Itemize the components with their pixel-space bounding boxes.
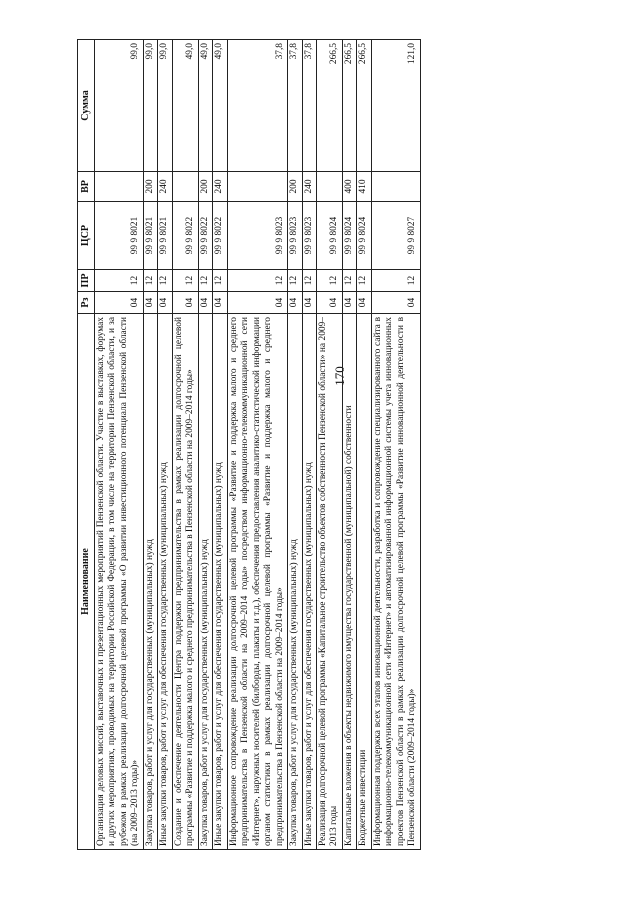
- cell-csr: 99 9 8022: [213, 202, 227, 270]
- cell-vr: 240: [158, 172, 172, 202]
- table-header-row: [78, 40, 95, 850]
- cell-vr: [172, 172, 198, 202]
- cell-name: Информационное сопровождение реализации долгосрочной целевой программы «Развитие и поддержка малого и среднего предпринимательства в Пензенской области на 2009–2014 годы» посредством информационно-телекоммуникационной сети «Интернет», наружных носителей (билборды, плакаты и т.д.), обеспечения предоставления аналитико-статистической информации органом статистики в рамках реализации долгосрочной целевой программы «Развитие и поддержка малого и среднего предпринимательства в Пензенской области на 2009–2014 годы»: [227, 314, 287, 850]
- header-pr: ПР: [78, 270, 95, 292]
- cell-name: Иные закупки товаров, работ и услуг для обеспечения государственных (муниципальных) нужд: [158, 314, 172, 850]
- table-row: [342, 40, 356, 850]
- cell-csr: 99 9 8023: [302, 202, 316, 270]
- cell-pr: 12: [172, 270, 198, 292]
- table-row: [172, 40, 198, 850]
- cell-name: Создание и обеспечение деятельности Центра поддержки предпринимательства в рамках реализации долгосрочной целевой программы «Развитие и поддержка малого и среднего предпринимательства в Пензенской области на 2009–2014 годы»: [172, 314, 198, 850]
- cell-rz: 04: [371, 292, 420, 314]
- header-rz: Рз: [78, 292, 95, 314]
- table-row: [143, 40, 157, 850]
- cell-csr: 99 9 8023: [227, 202, 287, 270]
- cell-rz: 04: [357, 292, 371, 314]
- cell-pr: 12: [213, 270, 227, 292]
- cell-csr: 99 9 8021: [158, 202, 172, 270]
- table-row: [158, 40, 172, 850]
- cell-pr: 12: [95, 270, 144, 292]
- cell-sum: 49,0: [172, 40, 198, 172]
- cell-name: Закупка товаров, работ и услуг для государственных (муниципальных) нужд: [198, 314, 212, 850]
- header-vr: ВР: [78, 172, 95, 202]
- cell-rz: 04: [95, 292, 144, 314]
- cell-csr: 99 9 8024: [357, 202, 371, 270]
- cell-csr: 99 9 8021: [143, 202, 157, 270]
- cell-rz: 04: [198, 292, 212, 314]
- cell-csr: 99 9 8027: [371, 202, 420, 270]
- header-sum: Сумма: [78, 40, 95, 172]
- table-row: [227, 40, 287, 850]
- cell-csr: 99 9 8023: [288, 202, 302, 270]
- cell-csr: 99 9 8024: [342, 202, 356, 270]
- cell-sum: 37,8: [227, 40, 287, 172]
- cell-sum: 49,0: [198, 40, 212, 172]
- table-row: [316, 40, 342, 850]
- cell-name: Реализация долгосрочной целевой программы «Капитальное строительство объектов собственности Пензенской области» на 2009–2013 годы: [316, 314, 342, 850]
- cell-rz: 04: [213, 292, 227, 314]
- table-row: [288, 40, 302, 850]
- cell-vr: 240: [302, 172, 316, 202]
- cell-sum: 49,0: [213, 40, 227, 172]
- cell-pr: 12: [316, 270, 342, 292]
- cell-vr: [371, 172, 420, 202]
- cell-rz: 04: [172, 292, 198, 314]
- cell-rz: 04: [227, 292, 287, 314]
- cell-vr: 410: [357, 172, 371, 202]
- cell-vr: [227, 172, 287, 202]
- cell-pr: 12: [198, 270, 212, 292]
- cell-sum: 99,0: [95, 40, 144, 172]
- cell-pr: 12: [288, 270, 302, 292]
- rotated-page-content: [77, 40, 565, 850]
- cell-sum: 37,8: [302, 40, 316, 172]
- cell-csr: 99 9 8021: [95, 202, 144, 270]
- cell-name: Капитальные вложения в объекты недвижимого имущества государственной (муниципальной) собственности: [342, 314, 356, 850]
- cell-vr: 200: [143, 172, 157, 202]
- cell-rz: 04: [158, 292, 172, 314]
- cell-pr: 12: [371, 270, 420, 292]
- cell-csr: 99 9 8022: [172, 202, 198, 270]
- budget-table: [77, 39, 421, 850]
- cell-vr: 240: [213, 172, 227, 202]
- cell-sum: 121,0: [371, 40, 420, 172]
- cell-rz: 04: [342, 292, 356, 314]
- cell-name: Иные закупки товаров, работ и услуг для обеспечения государственных (муниципальных) нужд: [302, 314, 316, 850]
- page-number: 170: [332, 366, 347, 386]
- cell-name: Иные закупки товаров, работ и услуг для обеспечения государственных (муниципальных) нужд: [213, 314, 227, 850]
- cell-sum: 37,8: [288, 40, 302, 172]
- table-row: [95, 40, 144, 850]
- cell-rz: 04: [288, 292, 302, 314]
- cell-pr: 12: [302, 270, 316, 292]
- cell-pr: 12: [357, 270, 371, 292]
- table-body: [95, 40, 421, 850]
- cell-vr: 400: [342, 172, 356, 202]
- cell-name: Закупка товаров, работ и услуг для государственных (муниципальных) нужд: [288, 314, 302, 850]
- cell-pr: 12: [158, 270, 172, 292]
- table-row: [213, 40, 227, 850]
- cell-sum: 99,0: [158, 40, 172, 172]
- cell-rz: 04: [316, 292, 342, 314]
- header-name: Наименование: [78, 314, 95, 850]
- table-row: [302, 40, 316, 850]
- table-row: [371, 40, 420, 850]
- cell-vr: 200: [288, 172, 302, 202]
- header-csr: ЦСР: [78, 202, 95, 270]
- cell-name: Бюджетные инвестиции: [357, 314, 371, 850]
- cell-name: Закупка товаров, работ и услуг для государственных (муниципальных) нужд: [143, 314, 157, 850]
- cell-rz: 04: [143, 292, 157, 314]
- cell-pr: 12: [143, 270, 157, 292]
- table-row: [198, 40, 212, 850]
- cell-pr: 12: [227, 270, 287, 292]
- cell-vr: [95, 172, 144, 202]
- cell-vr: [316, 172, 342, 202]
- cell-pr: 12: [342, 270, 356, 292]
- cell-csr: 99 9 8022: [198, 202, 212, 270]
- cell-sum: 266,5: [316, 40, 342, 172]
- cell-sum: 266,5: [342, 40, 356, 172]
- cell-sum: 99,0: [143, 40, 157, 172]
- cell-rz: 04: [302, 292, 316, 314]
- table-row: [357, 40, 371, 850]
- cell-name: Информационная поддержка всех этапов инновационной деятельности, разработка и сопровождение специализированного сайта в информационно-телекоммуникационной сети «Интернет» и автоматизированной информационной системы учета инновационных проектов Пензенской области в рамках реализации долгосрочной целевой программы «Развитие инновационной деятельности в Пензенской области (2009–2014 годы)»: [371, 314, 420, 850]
- cell-csr: 99 9 8024: [316, 202, 342, 270]
- cell-name: Организация деловых миссий, выставочных и презентационных мероприятий Пензенской области. Участие в выставках, форумах и других мероприятиях, проводимых на территории Российской Федерации, в том числе на территории Пензенской области, и за рубежом в рамках реализации долгосрочной целевой программы «О развитии инвестиционного потенциала Пензенской области (на 2009–2013 годы)»: [95, 314, 144, 850]
- cell-sum: 266,5: [357, 40, 371, 172]
- cell-vr: 200: [198, 172, 212, 202]
